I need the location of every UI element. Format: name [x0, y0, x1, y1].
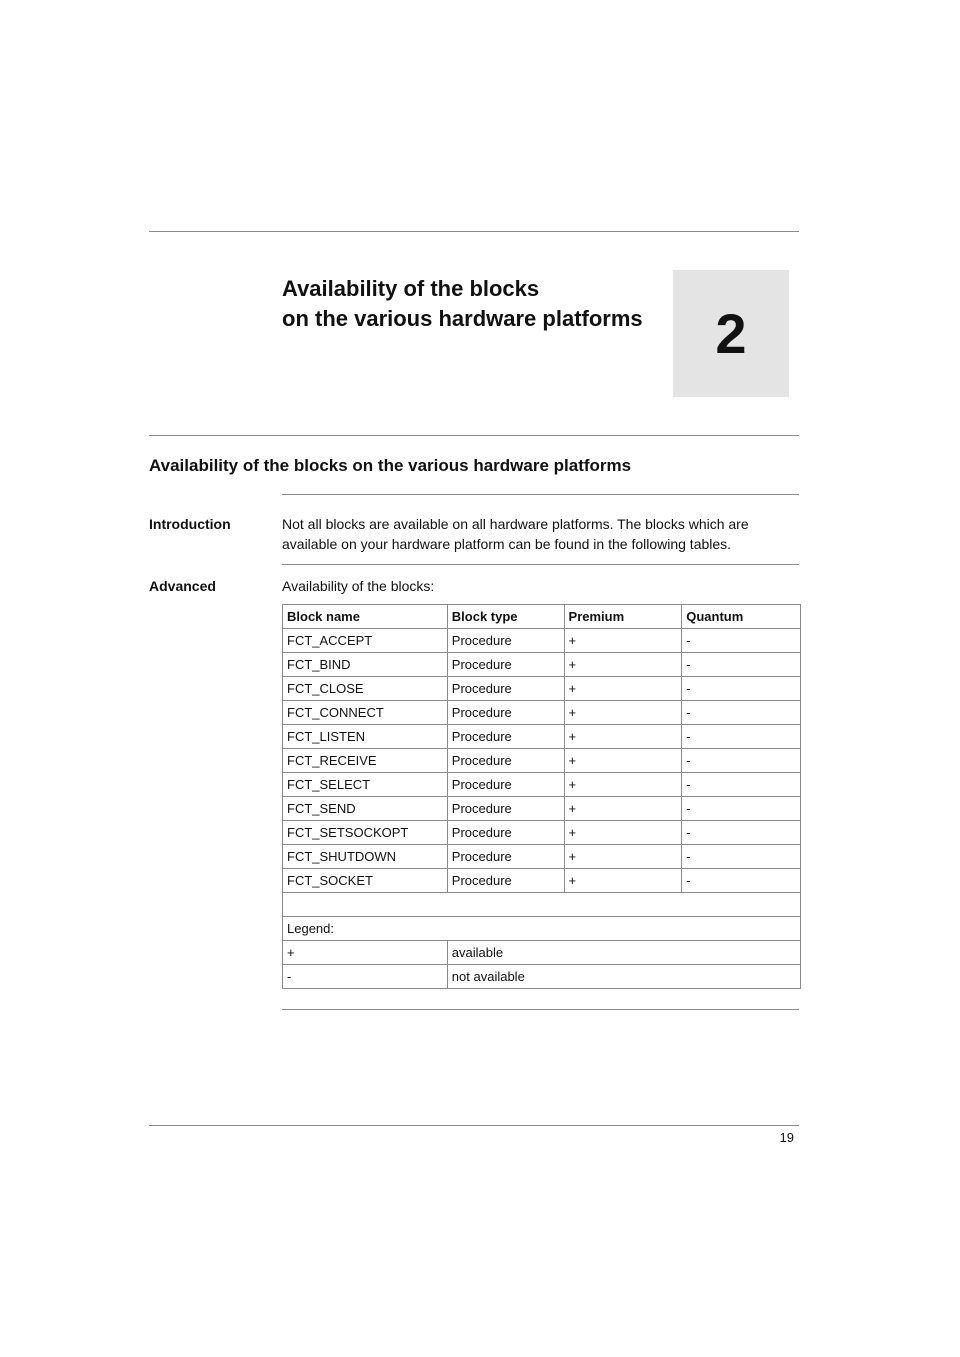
header-block-name: Block name: [283, 605, 448, 629]
block-name-cell: FCT_SHUTDOWN: [283, 845, 448, 869]
quantum-cell: -: [682, 653, 801, 677]
premium-cell: +: [564, 677, 682, 701]
block-name-cell: FCT_SEND: [283, 797, 448, 821]
table-row: [283, 773, 801, 797]
block-type-cell: Procedure: [447, 653, 564, 677]
chapter-title: [282, 274, 643, 334]
legend-row: [283, 941, 801, 965]
page-number: 19: [779, 1130, 794, 1145]
block-type-cell: Procedure: [447, 629, 564, 653]
quantum-cell: -: [682, 629, 801, 653]
premium-cell: +: [564, 749, 682, 773]
block-name-cell: FCT_BIND: [283, 653, 448, 677]
header-block-type: Block type: [447, 605, 564, 629]
quantum-cell: -: [682, 725, 801, 749]
block-name-cell: FCT_SELECT: [283, 773, 448, 797]
table-row: [283, 629, 801, 653]
spacer-cell: [283, 893, 801, 917]
premium-cell: +: [564, 869, 682, 893]
premium-cell: +: [564, 629, 682, 653]
block-type-cell: Procedure: [447, 701, 564, 725]
block-type-cell: Procedure: [447, 845, 564, 869]
block-type-cell: Procedure: [447, 725, 564, 749]
premium-cell: +: [564, 725, 682, 749]
chapter-number: 2: [715, 302, 747, 365]
quantum-cell: -: [682, 797, 801, 821]
block-name-cell: FCT_RECEIVE: [283, 749, 448, 773]
quantum-cell: -: [682, 845, 801, 869]
introduction-text: Not all blocks are available on all hardware platforms. The blocks which are available on your hardware platform can be found in the following tables.: [282, 516, 749, 552]
block-name-cell: FCT_CLOSE: [283, 677, 448, 701]
premium-cell: +: [564, 797, 682, 821]
chapter-number-box: [673, 270, 789, 397]
table-row: [283, 797, 801, 821]
premium-cell: +: [564, 773, 682, 797]
block-type-cell: Procedure: [447, 677, 564, 701]
table-body: [283, 629, 801, 893]
premium-cell: +: [564, 701, 682, 725]
block-name-cell: FCT_ACCEPT: [283, 629, 448, 653]
block-name-cell: FCT_SOCKET: [283, 869, 448, 893]
advanced-label: Advanced: [149, 578, 216, 594]
table-row: [283, 845, 801, 869]
quantum-cell: -: [682, 869, 801, 893]
table-row: [283, 869, 801, 893]
advanced-text: Availability of the blocks:: [282, 578, 435, 594]
table-row: [283, 701, 801, 725]
table-row: [283, 749, 801, 773]
header-premium: Premium: [564, 605, 682, 629]
top-rule: [149, 231, 799, 232]
table-row: [283, 677, 801, 701]
block-availability-table: [282, 604, 801, 989]
quantum-cell: -: [682, 821, 801, 845]
legend-header-row: [283, 917, 801, 941]
premium-cell: +: [564, 845, 682, 869]
legend-label: Legend:: [283, 917, 801, 941]
chapter-title-line-1: Availability of the blocks: [282, 276, 540, 301]
quantum-cell: -: [682, 749, 801, 773]
legend-row: [283, 965, 801, 989]
block-type-cell: Procedure: [447, 773, 564, 797]
table-bottom-rule: [282, 1009, 799, 1010]
section-title: Availability of the blocks on the various hardware platforms: [149, 456, 632, 475]
chapter-title-line-2: on the various hardware platforms: [282, 306, 643, 331]
quantum-cell: -: [682, 773, 801, 797]
introduction-label: Introduction: [149, 516, 231, 532]
block-type-cell: Procedure: [447, 797, 564, 821]
block-name-cell: FCT_CONNECT: [283, 701, 448, 725]
legend-meaning: available: [447, 941, 800, 965]
table-row: [283, 653, 801, 677]
spacer-row: [283, 893, 801, 917]
block-name-cell: FCT_SETSOCKOPT: [283, 821, 448, 845]
block-type-cell: Procedure: [447, 869, 564, 893]
section-top-rule: [149, 435, 799, 436]
table-row: [283, 821, 801, 845]
section-title-rule: [282, 494, 799, 495]
introduction-rule: [282, 564, 799, 565]
quantum-cell: -: [682, 677, 801, 701]
table-row: [283, 725, 801, 749]
premium-cell: +: [564, 653, 682, 677]
quantum-cell: -: [682, 701, 801, 725]
legend-symbol: -: [283, 965, 448, 989]
block-type-cell: Procedure: [447, 821, 564, 845]
premium-cell: +: [564, 821, 682, 845]
legend-meaning: not available: [447, 965, 800, 989]
footer-rule: [149, 1125, 799, 1126]
block-name-cell: FCT_LISTEN: [283, 725, 448, 749]
table-header-row: [283, 605, 801, 629]
block-type-cell: Procedure: [447, 749, 564, 773]
header-quantum: Quantum: [682, 605, 801, 629]
legend-symbol: +: [283, 941, 448, 965]
